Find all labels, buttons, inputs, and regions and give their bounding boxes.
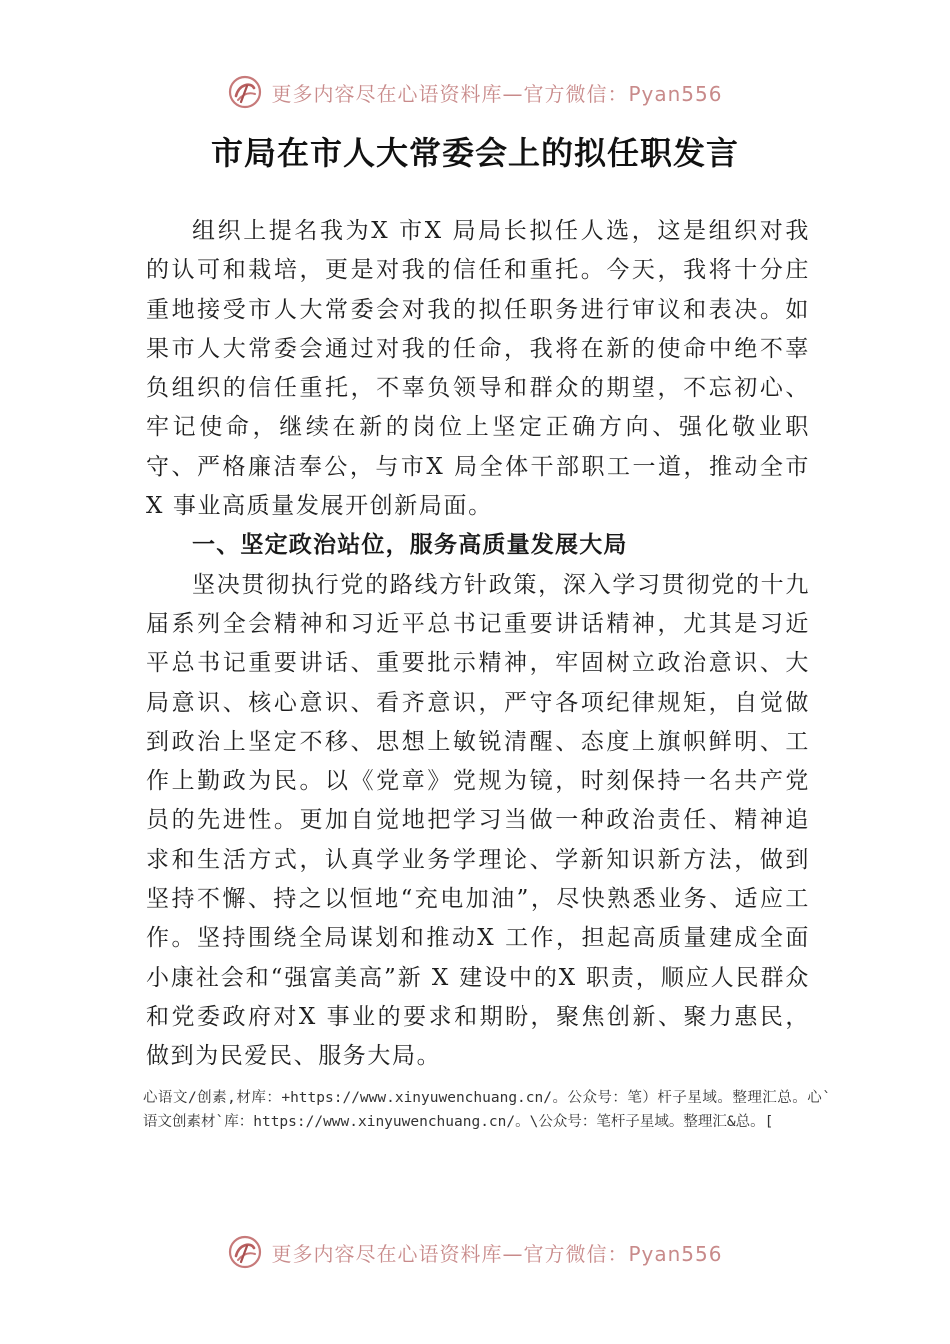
document-body (146, 212, 810, 1077)
section-heading: 一、坚定政治站位，服务高质量发展大局 (192, 532, 628, 559)
footnote-text: 心语文/创素,材库：+https://www.xinyuwenchuang.cn/。公众号：笔）杆子星域。整理汇总。心`语文创素材`库：https://www.xinyuwenchuang.cn/。\公众号：笔杆子星域。整理汇&总。[ (143, 1090, 831, 1130)
section-paragraph: 坚决贯彻执行党的路线方针政策，深入学习贯彻党的十九届系列全会精神和习近平总书记重要讲话精神，尤其是习近平总书记重要讲话、重要批示精神，牢固树立政治意识、大局意识、核心意识、看齐意识，严守各项纪律规矩，自觉做到政治上坚定不移、思想上敏锐清醒、态度上旗帜鲜明、工作上勤政为民。以《党章》党规为镜，时刻保持一名共产党员的先进性。更加自觉地把学习当做一种政治责任、精神追求和生活方式，认真学业务学理论、学新知识新方法，做到坚持不懈、持之以恒地“充电加油”，尽快熟悉业务、适应工作。坚持围绕全局谋划和推动X 工作，担起高质量建成全面小康社会和“强富美高”新 X 建设中的X 职责，顺应人民群众和党委政府对X 事业的要求和期盼，聚焦创新、聚力惠民，做到为民爱民、服务大局。 (146, 571, 810, 1070)
top-watermark-banner (0, 70, 950, 114)
swirl-logo-icon (227, 1234, 263, 1270)
swirl-logo-icon (227, 74, 263, 110)
bottom-watermark-banner (0, 1230, 950, 1274)
intro-paragraph: 组织上提名我为X 市X 局局长拟任人选，这是组织对我的认可和栽培，更是对我的信任和重托。今天，我将十分庄重地接受市人大常委会对我的拟任职务进行审议和表决。如果市人大常委会通过对我的任命，我将在新的使命中绝不辜负组织的信任重托，不辜负领导和群众的期望，不忘初心、牢记使命，继续在新的岗位上坚定正确方向、强化敬业职守、严格廉洁奉公，与市X 局全体干部职工一道，推动全市 X 事业高质量发展开创新局面。 (146, 218, 810, 520)
banner-text: 更多内容尽在心语资料库—官方微信：Pyan556 (271, 81, 723, 106)
banner-text: 更多内容尽在心语资料库—官方微信：Pyan556 (271, 1241, 723, 1266)
document-title: 市局在市人大常委会上的拟任职发言 (210, 134, 739, 172)
